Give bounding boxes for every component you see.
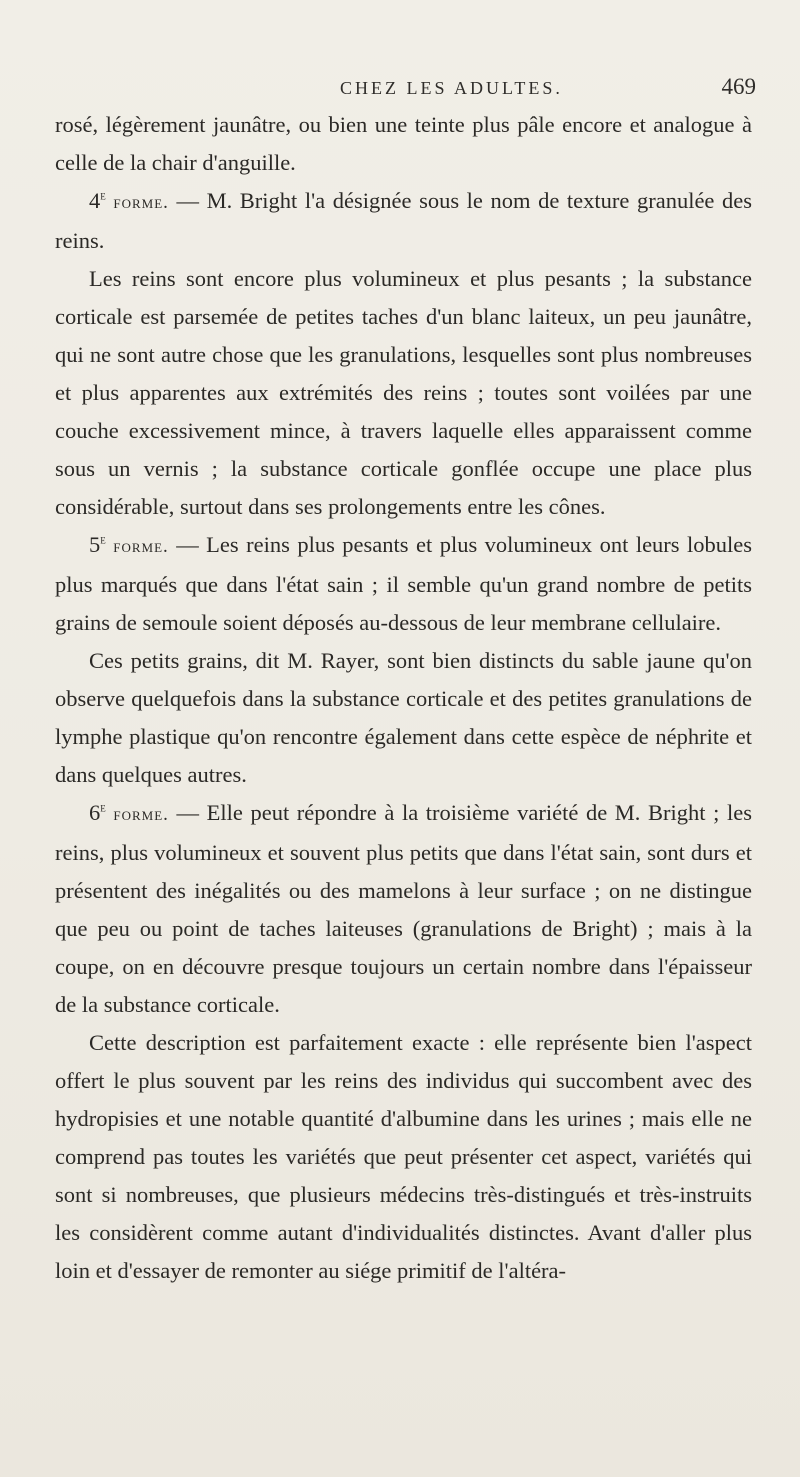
form-6-text: — Elle peut répondre à la troisième variété de M. Bright ; les reins, plus volumineux et souvent plus petits que dans l'état sain, sont durs et présentent des inégalités ou des mamelons à leur surface ; on ne distingue que peu ou point de taches laiteuses (granulations de Bright) ; mais à la coupe, on en découvre presque toujours un certain nombre dans l'épaisseur de la substance corticale. — [55, 800, 752, 1017]
paragraph-form-4 — [55, 182, 752, 260]
form-4-label: forme. — [113, 192, 169, 213]
paragraph-form-5 — [55, 526, 752, 642]
paragraph-5: Ces petits grains, dit M. Rayer, sont bien distincts du sable jaune qu'on observe quelquefois dans la substance corticale et des petites granulations de lymphe plastique qu'on rencontre également dans cette espèce de néphrite et dans quelques autres. — [55, 648, 752, 787]
form-6-label: forme. — [113, 804, 169, 825]
form-4-number: 4e — [89, 187, 106, 213]
paragraph-7: Cette description est parfaitement exacte : elle représente bien l'aspect offert le plus souvent par les reins des individus qui succombent avec des hydropisies et une notable quantité d'albumine dans les urines ; mais elle ne comprend pas toutes les variétés que peut présenter cet aspect, variétés qui sont si nombreuses, que plusieurs médecins très-distingués et très-instruits les considèrent comme autant d'individualités distinctes. Avant d'aller plus loin et d'essayer de remonter au siége primitif de l'altéra- — [55, 1030, 752, 1283]
form-6-number: 6e — [89, 799, 106, 825]
form-4-text: — M. Bright l'a désignée sous le nom de texture granulée des reins. — [55, 188, 753, 253]
running-title: CHEZ LES ADULTES. — [340, 78, 563, 98]
form-5-label: forme. — [113, 536, 169, 557]
paragraph-3: Les reins sont encore plus volumineux et plus pesants ; la substance corticale est parsemée de petites taches d'un blanc laiteux, un peu jaunâtre, qui ne sont autre chose que les granulations, lesquelles sont plus nombreuses et plus apparentes aux extrémités des reins ; toutes sont voilées par une couche excessivement mince, à travers laquelle elles apparaissent comme sous un vernis ; la substance corticale gonflée occupe une place plus considérable, surtout dans ses prolongements entre les cônes. — [55, 266, 752, 519]
paragraph-1: rosé, légèrement jaunâtre, ou bien une teinte plus pâle encore et analogue à celle de la chair d'anguille. — [55, 112, 752, 175]
form-5-text: — Les reins plus pesants et plus volumineux ont leurs lobules plus marqués que dans l'état sain ; il semble qu'un grand nombre de petits grains de semoule soient déposés au-dessous de leur membrane cellulaire. — [55, 532, 753, 635]
paragraph-form-6 — [55, 794, 752, 1024]
page-number: 469 — [721, 74, 756, 99]
form-5-number: 5e — [89, 531, 106, 557]
body-text — [55, 106, 752, 1290]
